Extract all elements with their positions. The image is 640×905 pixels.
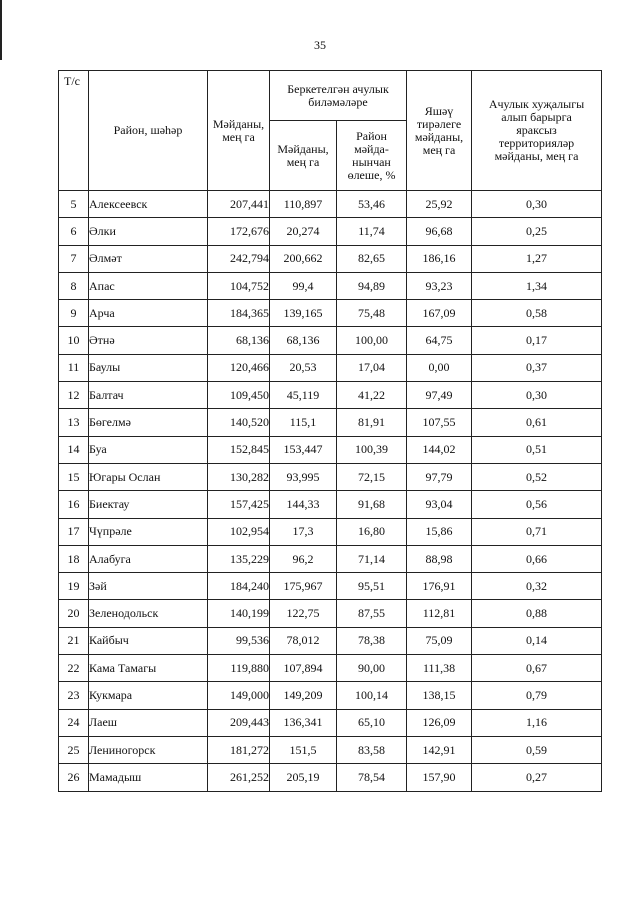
cell-unsuitable: 0,51 [472, 436, 602, 463]
cell-habitat: 157,90 [407, 764, 472, 791]
cell-area: 140,520 [208, 409, 270, 436]
cell-number: 10 [59, 327, 89, 354]
cell-number: 12 [59, 382, 89, 409]
header-habitat: Яшәү тирәлеге мәйданы, мең га [407, 71, 472, 191]
cell-habitat: 112,81 [407, 600, 472, 627]
cell-area: 184,240 [208, 573, 270, 600]
table-row [59, 709, 602, 736]
cell-area: 181,272 [208, 736, 270, 763]
cell-assigned-share: 72,15 [337, 463, 407, 490]
cell-unsuitable: 0,30 [472, 191, 602, 218]
cell-assigned-area: 200,662 [270, 245, 337, 272]
cell-assigned-area: 149,209 [270, 682, 337, 709]
cell-area: 209,443 [208, 709, 270, 736]
cell-assigned-share: 82,65 [337, 245, 407, 272]
cell-area: 184,365 [208, 300, 270, 327]
cell-assigned-share: 100,00 [337, 327, 407, 354]
cell-unsuitable: 0,61 [472, 409, 602, 436]
cell-assigned-share: 78,54 [337, 764, 407, 791]
cell-assigned-share: 100,14 [337, 682, 407, 709]
cell-assigned-share: 75,48 [337, 300, 407, 327]
cell-assigned-area: 122,75 [270, 600, 337, 627]
cell-district: Кукмара [89, 682, 208, 709]
cell-unsuitable: 1,27 [472, 245, 602, 272]
cell-assigned-share: 87,55 [337, 600, 407, 627]
cell-unsuitable: 1,16 [472, 709, 602, 736]
cell-area: 68,136 [208, 327, 270, 354]
cell-number: 5 [59, 191, 89, 218]
cell-assigned-share: 16,80 [337, 518, 407, 545]
cell-habitat: 186,16 [407, 245, 472, 272]
cell-area: 109,450 [208, 382, 270, 409]
cell-district: Лениногорск [89, 736, 208, 763]
cell-district: Алексеевск [89, 191, 208, 218]
cell-assigned-area: 205,19 [270, 764, 337, 791]
cell-assigned-share: 90,00 [337, 655, 407, 682]
cell-district: Кайбыч [89, 627, 208, 654]
cell-habitat: 96,68 [407, 218, 472, 245]
cell-assigned-area: 144,33 [270, 491, 337, 518]
cell-district: Буа [89, 436, 208, 463]
cell-area: 261,252 [208, 764, 270, 791]
cell-assigned-share: 78,38 [337, 627, 407, 654]
cell-number: 19 [59, 573, 89, 600]
cell-district: Әтнә [89, 327, 208, 354]
cell-assigned-area: 45,119 [270, 382, 337, 409]
table-row [59, 436, 602, 463]
cell-district: Кама Тамагы [89, 655, 208, 682]
cell-unsuitable: 0,67 [472, 655, 602, 682]
table-row [59, 627, 602, 654]
header-tc: Т/с [59, 71, 89, 191]
cell-area: 242,794 [208, 245, 270, 272]
table-row [59, 491, 602, 518]
cell-assigned-share: 100,39 [337, 436, 407, 463]
table-row [59, 518, 602, 545]
cell-number: 17 [59, 518, 89, 545]
cell-number: 20 [59, 600, 89, 627]
cell-assigned-share: 94,89 [337, 272, 407, 299]
cell-unsuitable: 0,56 [472, 491, 602, 518]
cell-district: Баулы [89, 354, 208, 381]
table-row [59, 218, 602, 245]
cell-unsuitable: 0,30 [472, 382, 602, 409]
cell-assigned-area: 99,4 [270, 272, 337, 299]
cell-area: 99,536 [208, 627, 270, 654]
cell-habitat: 88,98 [407, 545, 472, 572]
cell-habitat: 75,09 [407, 627, 472, 654]
cell-assigned-share: 41,22 [337, 382, 407, 409]
cell-unsuitable: 0,14 [472, 627, 602, 654]
cell-number: 21 [59, 627, 89, 654]
cell-district: Әлмәт [89, 245, 208, 272]
cell-number: 24 [59, 709, 89, 736]
cell-unsuitable: 0,32 [472, 573, 602, 600]
cell-area: 152,845 [208, 436, 270, 463]
table-row [59, 245, 602, 272]
cell-assigned-area: 17,3 [270, 518, 337, 545]
cell-area: 119,880 [208, 655, 270, 682]
cell-district: Мамадыш [89, 764, 208, 791]
cell-area: 149,000 [208, 682, 270, 709]
cell-assigned-area: 110,897 [270, 191, 337, 218]
cell-area: 120,466 [208, 354, 270, 381]
cell-area: 104,752 [208, 272, 270, 299]
cell-assigned-area: 20,274 [270, 218, 337, 245]
cell-number: 22 [59, 655, 89, 682]
table-row [59, 600, 602, 627]
table-row [59, 655, 602, 682]
cell-number: 7 [59, 245, 89, 272]
cell-assigned-area: 153,447 [270, 436, 337, 463]
cell-unsuitable: 0,52 [472, 463, 602, 490]
header-assigned-area: Мәйданы, мең га [270, 121, 337, 191]
cell-habitat: 97,49 [407, 382, 472, 409]
cell-district: Биектау [89, 491, 208, 518]
cell-assigned-share: 95,51 [337, 573, 407, 600]
header-district: Район, шәһәр [89, 71, 208, 191]
table-row [59, 736, 602, 763]
cell-district: Әлки [89, 218, 208, 245]
cell-assigned-share: 11,74 [337, 218, 407, 245]
table-header [59, 71, 602, 191]
cell-habitat: 64,75 [407, 327, 472, 354]
table-row [59, 382, 602, 409]
cell-unsuitable: 0,37 [472, 354, 602, 381]
cell-district: Балтач [89, 382, 208, 409]
cell-assigned-share: 81,91 [337, 409, 407, 436]
table-row [59, 300, 602, 327]
table-row [59, 764, 602, 791]
cell-habitat: 144,02 [407, 436, 472, 463]
cell-assigned-share: 91,68 [337, 491, 407, 518]
cell-assigned-area: 151,5 [270, 736, 337, 763]
cell-number: 11 [59, 354, 89, 381]
cell-unsuitable: 0,71 [472, 518, 602, 545]
cell-unsuitable: 0,58 [472, 300, 602, 327]
cell-number: 16 [59, 491, 89, 518]
cell-unsuitable: 0,79 [472, 682, 602, 709]
cell-assigned-area: 68,136 [270, 327, 337, 354]
cell-district: Чүпрәле [89, 518, 208, 545]
cell-district: Арча [89, 300, 208, 327]
cell-district: Зеленодольск [89, 600, 208, 627]
cell-assigned-area: 139,165 [270, 300, 337, 327]
cell-district: Апас [89, 272, 208, 299]
cell-habitat: 15,86 [407, 518, 472, 545]
cell-assigned-share: 17,04 [337, 354, 407, 381]
cell-unsuitable: 0,59 [472, 736, 602, 763]
cell-number: 18 [59, 545, 89, 572]
cell-district: Югары Ослан [89, 463, 208, 490]
cell-number: 9 [59, 300, 89, 327]
table-row [59, 682, 602, 709]
cell-habitat: 25,92 [407, 191, 472, 218]
header-unsuitable: Ачулык хуҗалыгы алып барырга яраксыз территорияләр мәйданы, мең га [472, 71, 602, 191]
cell-habitat: 0,00 [407, 354, 472, 381]
district-table [58, 70, 602, 792]
cell-number: 13 [59, 409, 89, 436]
cell-number: 14 [59, 436, 89, 463]
cell-number: 26 [59, 764, 89, 791]
cell-number: 8 [59, 272, 89, 299]
cell-area: 172,676 [208, 218, 270, 245]
cell-habitat: 93,23 [407, 272, 472, 299]
cell-habitat: 142,91 [407, 736, 472, 763]
header-area: Мәйданы, мең га [208, 71, 270, 191]
cell-assigned-share: 65,10 [337, 709, 407, 736]
cell-habitat: 138,15 [407, 682, 472, 709]
table-row [59, 327, 602, 354]
cell-habitat: 126,09 [407, 709, 472, 736]
cell-assigned-area: 20,53 [270, 354, 337, 381]
cell-assigned-area: 78,012 [270, 627, 337, 654]
cell-area: 140,199 [208, 600, 270, 627]
cell-district: Алабуга [89, 545, 208, 572]
cell-assigned-area: 175,967 [270, 573, 337, 600]
cell-unsuitable: 1,34 [472, 272, 602, 299]
cell-assigned-area: 115,1 [270, 409, 337, 436]
table-row [59, 573, 602, 600]
cell-number: 15 [59, 463, 89, 490]
cell-habitat: 167,09 [407, 300, 472, 327]
cell-district: Зәй [89, 573, 208, 600]
cell-habitat: 97,79 [407, 463, 472, 490]
cell-assigned-area: 136,341 [270, 709, 337, 736]
table-row [59, 463, 602, 490]
cell-habitat: 93,04 [407, 491, 472, 518]
cell-number: 6 [59, 218, 89, 245]
cell-district: Бөгелмә [89, 409, 208, 436]
cell-assigned-share: 53,46 [337, 191, 407, 218]
cell-habitat: 107,55 [407, 409, 472, 436]
cell-habitat: 111,38 [407, 655, 472, 682]
table-row [59, 191, 602, 218]
table-row [59, 545, 602, 572]
table-row [59, 272, 602, 299]
cell-assigned-area: 107,894 [270, 655, 337, 682]
cell-assigned-share: 71,14 [337, 545, 407, 572]
cell-district: Лаеш [89, 709, 208, 736]
cell-area: 102,954 [208, 518, 270, 545]
cell-area: 135,229 [208, 545, 270, 572]
header-assigned-group: Беркетелгән ачулык биләмәләре [270, 71, 407, 121]
cell-unsuitable: 0,88 [472, 600, 602, 627]
cell-area: 157,425 [208, 491, 270, 518]
cell-unsuitable: 0,66 [472, 545, 602, 572]
cell-unsuitable: 0,27 [472, 764, 602, 791]
cell-habitat: 176,91 [407, 573, 472, 600]
table-row [59, 354, 602, 381]
cell-number: 23 [59, 682, 89, 709]
cell-unsuitable: 0,17 [472, 327, 602, 354]
page-number: 35 [314, 38, 326, 52]
header-assigned-share: Район мәйда- нынчан өлеше, % [337, 121, 407, 191]
table-row [59, 409, 602, 436]
cell-unsuitable: 0,25 [472, 218, 602, 245]
cell-area: 130,282 [208, 463, 270, 490]
cell-assigned-share: 83,58 [337, 736, 407, 763]
cell-assigned-area: 96,2 [270, 545, 337, 572]
cell-number: 25 [59, 736, 89, 763]
table-body [59, 191, 602, 792]
cell-area: 207,441 [208, 191, 270, 218]
cell-assigned-area: 93,995 [270, 463, 337, 490]
